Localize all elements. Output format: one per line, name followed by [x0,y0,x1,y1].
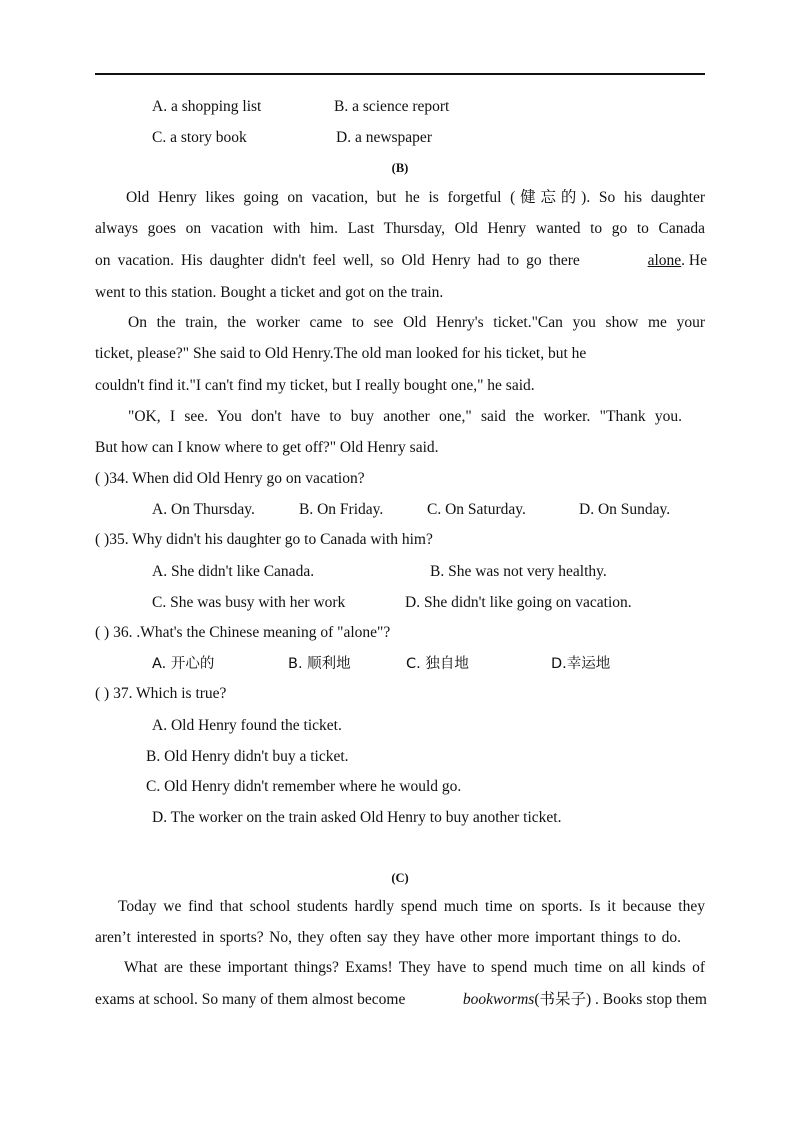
alone-word: alone [647,252,682,269]
q35-option-c: C. She was busy with her work [152,594,346,611]
bookworms-word: bookworms [462,991,535,1008]
header-rule [95,73,705,75]
q37-option-b: B. Old Henry didn't buy a ticket. [146,748,349,765]
option-a: A. a shopping list [152,98,262,115]
passage-b-line-3 [95,251,707,271]
passage-c-line-4-start: exams at school. So many of them almost become [95,991,406,1008]
passage-c-line-4-end: (书呆子) . Books stop them [534,991,707,1008]
passage-b-line-6: ticket, please?" She said to Old Henry.The old man looked for his ticket, but he [95,345,587,362]
question-36: ( ) 36. .What's the Chinese meaning of "alone"? [95,624,391,641]
passage-b-line-2: always goes on vacation with him. Last Thursday, Old Henry wanted to go to Canada [95,220,705,237]
passage-c-line-1: Today we find that school students hardly spend much time on sports. Is it because they [118,898,705,915]
option-d: D. a newspaper [336,129,432,146]
passage-b-line-1: Old Henry likes going on vacation, but he is forgetful (健忘的). So his daughter [126,189,705,206]
passage-b-line-8: "OK, I see. You don't have to buy another one," said the worker. "Thank you. [128,408,682,425]
passage-b-line-7: couldn't find it."I can't find my ticket, but I really bought one," he said. [95,377,535,394]
q36-option-b: B. 顺利地 [288,656,351,672]
q36-option-d: D.幸运地 [551,656,611,672]
passage-c-line-4 [95,990,707,1010]
q36-option-c: C. 独自地 [406,656,469,672]
q35-option-d: D. She didn't like going on vacation. [405,594,632,611]
passage-b-line-9: But how can I know where to get off?" Old Henry said. [95,439,439,456]
passage-b-line-5: On the train, the worker came to see Old Henry's ticket."Can you show me your [128,314,705,331]
question-37: ( ) 37. Which is true? [95,685,227,702]
q37-option-d: D. The worker on the train asked Old Henry to buy another ticket. [152,809,562,826]
question-34: ( )34. When did Old Henry go on vacation? [95,470,365,487]
q36-option-a: A. 开心的 [152,656,215,672]
passage-c-line-2: aren’t interested in sports? No, they often say they have other more important things to do. [95,929,681,946]
q34-option-c: C. On Saturday. [427,501,526,518]
passage-b-line-4: went to this station. Bought a ticket and got on the train. [95,284,444,301]
q34-option-b: B. On Friday. [299,501,384,518]
section-b-heading: (B) [391,161,409,175]
option-c: C. a story book [152,129,247,146]
q37-option-a: A. Old Henry found the ticket. [152,717,342,734]
option-b: B. a science report [334,98,450,115]
q34-option-d: D. On Sunday. [579,501,671,518]
q35-option-b: B. She was not very healthy. [430,563,607,580]
section-c-heading: (C) [391,871,409,885]
passage-c-line-3: What are these important things? Exams! They have to spend much time on all kinds of [124,959,705,976]
q37-option-c: C. Old Henry didn't remember where he would go. [146,778,462,795]
passage-b-line-3-text: on vacation. His daughter didn't feel well, so Old Henry had to go there [95,252,580,269]
passage-b-line-3-end: . He [681,252,707,269]
q35-option-a: A. She didn't like Canada. [152,563,315,580]
q34-option-a: A. On Thursday. [152,501,255,518]
question-35: ( )35. Why didn't his daughter go to Canada with him? [95,531,433,548]
